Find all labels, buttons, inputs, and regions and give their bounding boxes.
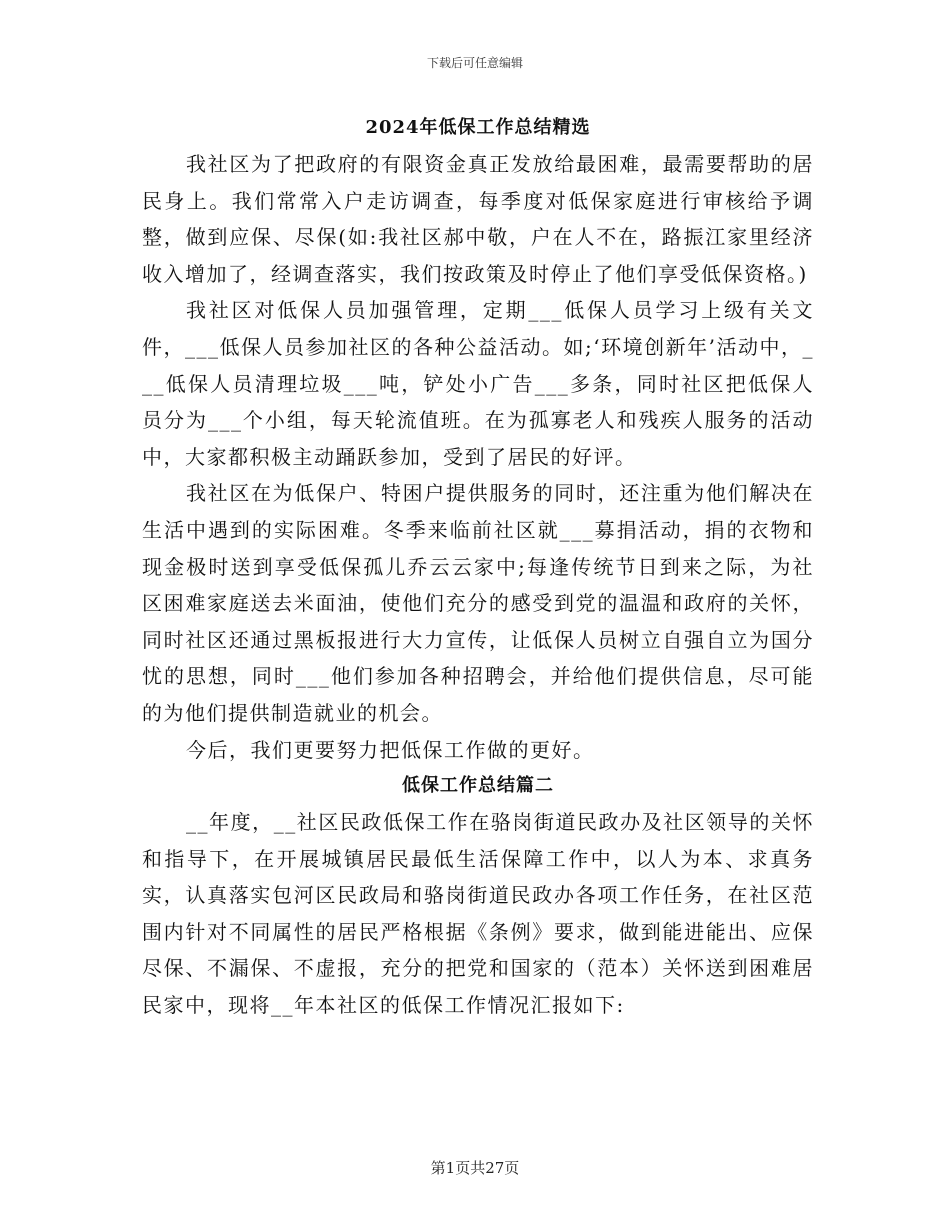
- page-number-footer: 第1页共27页: [430, 1159, 520, 1177]
- paragraph: 我社区为了把政府的有限资金真正发放给最困难，最需要帮助的居民身上。我们常常入户走访调查，每季度对低保家庭进行审核给予调整，做到应保、尽保(如:我社区郝中敬，户在人不在，路振江家里经济收入增加了，经调查落实，我们按政策及时停止了他们享受低保资格。): [142, 152, 814, 286]
- paragraph: 我社区对低保人员加强管理，定期___低保人员学习上级有关文件，___低保人员参加社区的各种公益活动。如;‘环境创新年’活动中，___低保人员清理垃圾___吨，铲处小广告___多条，同时社区把低保人员分为___个小组，每天轮流值班。在为孤寡老人和残疾人服务的活动中，大家都积极主动踊跃参加，受到了居民的好评。: [142, 298, 814, 469]
- paragraph: 我社区在为低保户、特困户提供服务的同时，还注重为他们解决在生活中遇到的实际困难。冬季来临前社区就___募捐活动，捐的衣物和现金极时送到享受低保孤儿乔云云家中;每逢传统节日到来之际，为社区困难家庭送去米面油，使他们充分的感受到党的温温和政府的关怀，同时社区还通过黑板报进行大力宣传，让低保人员树立自强自立为国分忧的思想，同时___他们参加各种招聘会，并给他们提供信息，尽可能的为他们提供制造就业的机会。: [142, 481, 814, 725]
- document-body: [142, 110, 814, 1024]
- section-title-2: 低保工作总结篇二: [402, 775, 554, 797]
- paragraph: __年度，__社区民政低保工作在骆岗街道民政办及社区领导的关怀和指导下，在开展城镇居民最低生活保障工作中，以人为本、求真务实，认真落实包河区民政局和骆岗街道民政办各项工作任务，在社区范围内针对不同属性的居民严格根据《条例》要求，做到能进能出、应保尽保、不漏保、不虚报，充分的把党和国家的（范本）关怀送到困难居民家中，现将__年本社区的低保工作情况汇报如下:: [142, 810, 814, 1018]
- section-title-1: 2024年低保工作总结精选: [365, 117, 591, 138]
- page-header-note: 下载后可任意编辑: [426, 56, 523, 70]
- paragraph: 今后，我们更要努力把低保工作做的更好。: [186, 737, 595, 762]
